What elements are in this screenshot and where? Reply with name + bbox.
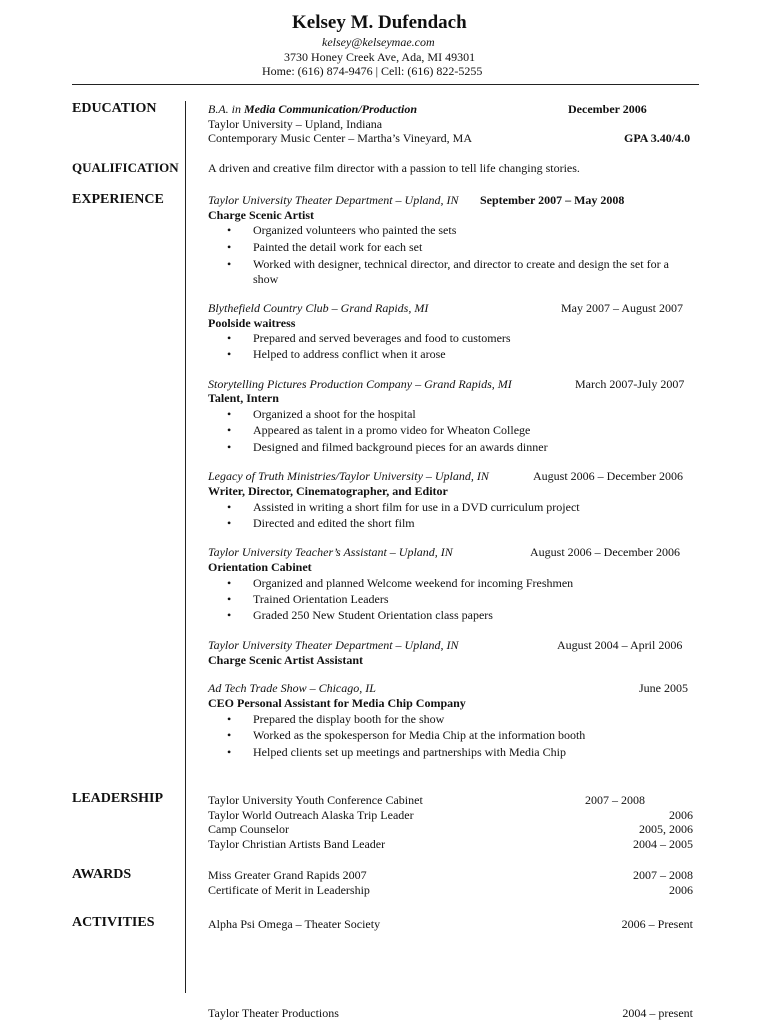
leadership-item: Camp Counselor [208, 822, 289, 836]
job-bullet: • Assisted in writing a short film for use in a DVD curriculum project [253, 500, 580, 515]
leadership-item: Taylor Christian Artists Band Leader [208, 837, 386, 851]
degree-line [208, 102, 417, 117]
award-item: Miss Greater Grand Rapids 2007 [208, 868, 367, 882]
job-bullet: • Organized volunteers who painted the sets [253, 223, 456, 238]
leadership-date: 2004 – 2005 [633, 837, 693, 851]
job-title: CEO Personal Assistant for Media Chip Company [208, 696, 466, 710]
job-bullet: • Worked as the spokesperson for Media Chip at the information booth [253, 728, 585, 743]
gpa-value: GPA 3.40/4.0 [624, 131, 691, 145]
degree-date: December 2006 [568, 102, 647, 116]
job-org: Taylor University Theater Department – Upland, IN [208, 638, 459, 652]
activity-item: Alpha Psi Omega – Theater Society [208, 917, 381, 931]
job-bullet: • Helped clients set up meetings and partnerships with Media Chip [253, 745, 566, 760]
job-org: Taylor University Teacher’s Assistant – Upland, IN [208, 545, 453, 559]
qualification-text: A driven and creative film director with a passion to tell life changing stories. [208, 161, 580, 175]
job-bullet: • Prepared the display booth for the show [253, 712, 444, 727]
award-item: Certificate of Merit in Leadership [208, 883, 370, 897]
music-center-name: Contemporary Music Center – Martha’s Vineyard, MA [208, 131, 473, 145]
job-org: Legacy of Truth Ministries/Taylor University – Upland, IN [208, 469, 489, 483]
job-bullet: • Graded 250 New Student Orientation class papers [253, 608, 493, 623]
job-title: Poolside waitress [208, 316, 296, 330]
section-heading-education: EDUCATION [72, 101, 157, 116]
job-title: Charge Scenic Artist [208, 208, 314, 222]
leadership-item: Taylor University Youth Conference Cabinet [208, 793, 423, 807]
job-bullet: • Designed and filmed background pieces for an awards dinner [253, 440, 548, 455]
leadership-item: Taylor World Outreach Alaska Trip Leader [208, 808, 414, 822]
job-title: Writer, Director, Cinematographer, and Editor [208, 484, 448, 498]
job-title: Talent, Intern [208, 391, 279, 405]
leadership-date: 2007 – 2008 [585, 793, 645, 807]
award-date: 2007 – 2008 [633, 868, 693, 882]
header-divider [72, 84, 699, 85]
job-org: Taylor University Theater Department – Upland, IN [208, 193, 459, 207]
job-date: September 2007 – May 2008 [480, 193, 625, 207]
job-org: Storytelling Pictures Production Company – Grand Rapids, MI [208, 377, 512, 391]
degree-major: Media Communication/Production [244, 102, 418, 116]
phone-text: Home: (616) 874-9476 | Cell: (616) 822-5255 [262, 64, 483, 78]
job-bullet: • Worked with designer, technical director, and director to create and design the set for a [253, 257, 669, 272]
degree-prefix: B.A. in [208, 102, 241, 116]
job-bullet: • Trained Orientation Leaders [253, 592, 389, 607]
job-bullet: • Appeared as talent in a promo video for Wheaton College [253, 423, 530, 438]
leadership-date: 2005, 2006 [639, 822, 693, 836]
job-date: March 2007-July 2007 [575, 377, 685, 391]
job-title: Charge Scenic Artist Assistant [208, 653, 363, 667]
job-bullet: • Prepared and served beverages and food to customers [253, 331, 511, 346]
job-bullet: • Organized and planned Welcome weekend for incoming Freshmen [253, 576, 573, 591]
activity-date: 2006 – Present [621, 917, 693, 931]
job-bullet-continuation: show [253, 272, 279, 286]
activity-date: 2004 – present [622, 1006, 693, 1020]
award-date: 2006 [669, 883, 693, 897]
job-date: August 2006 – December 2006 [530, 545, 680, 559]
section-heading-qualification: QUALIFICATION [72, 160, 179, 175]
section-heading-leadership: LEADERSHIP [72, 791, 164, 806]
job-title: Orientation Cabinet [208, 560, 312, 574]
resume-name: Kelsey M. Dufendach [292, 12, 467, 33]
leadership-date: 2006 [669, 808, 693, 822]
job-bullet: • Helped to address conflict when it arose [253, 347, 446, 362]
job-bullet: • Organized a shoot for the hospital [253, 407, 416, 422]
job-date: August 2004 – April 2006 [557, 638, 683, 652]
job-org: Ad Tech Trade Show – Chicago, IL [208, 681, 376, 695]
activity-item: Taylor Theater Productions [208, 1006, 339, 1020]
email-text[interactable]: kelsey@kelseymae.com [322, 35, 435, 49]
job-date: May 2007 – August 2007 [561, 301, 684, 315]
job-bullet: • Painted the detail work for each set [253, 240, 422, 255]
section-heading-awards: AWARDS [72, 867, 132, 882]
section-heading-activities: ACTIVITIES [72, 915, 155, 930]
section-heading-experience: EXPERIENCE [72, 192, 164, 207]
job-org: Blythefield Country Club – Grand Rapids, MI [208, 301, 429, 315]
school-name: Taylor University – Upland, Indiana [208, 117, 383, 131]
section-divider-vertical [185, 101, 186, 993]
job-date: June 2005 [639, 681, 688, 695]
job-bullet: • Directed and edited the short film [253, 516, 415, 531]
address-text: 3730 Honey Creek Ave, Ada, MI 49301 [284, 50, 476, 64]
job-date: August 2006 – December 2006 [533, 469, 683, 483]
